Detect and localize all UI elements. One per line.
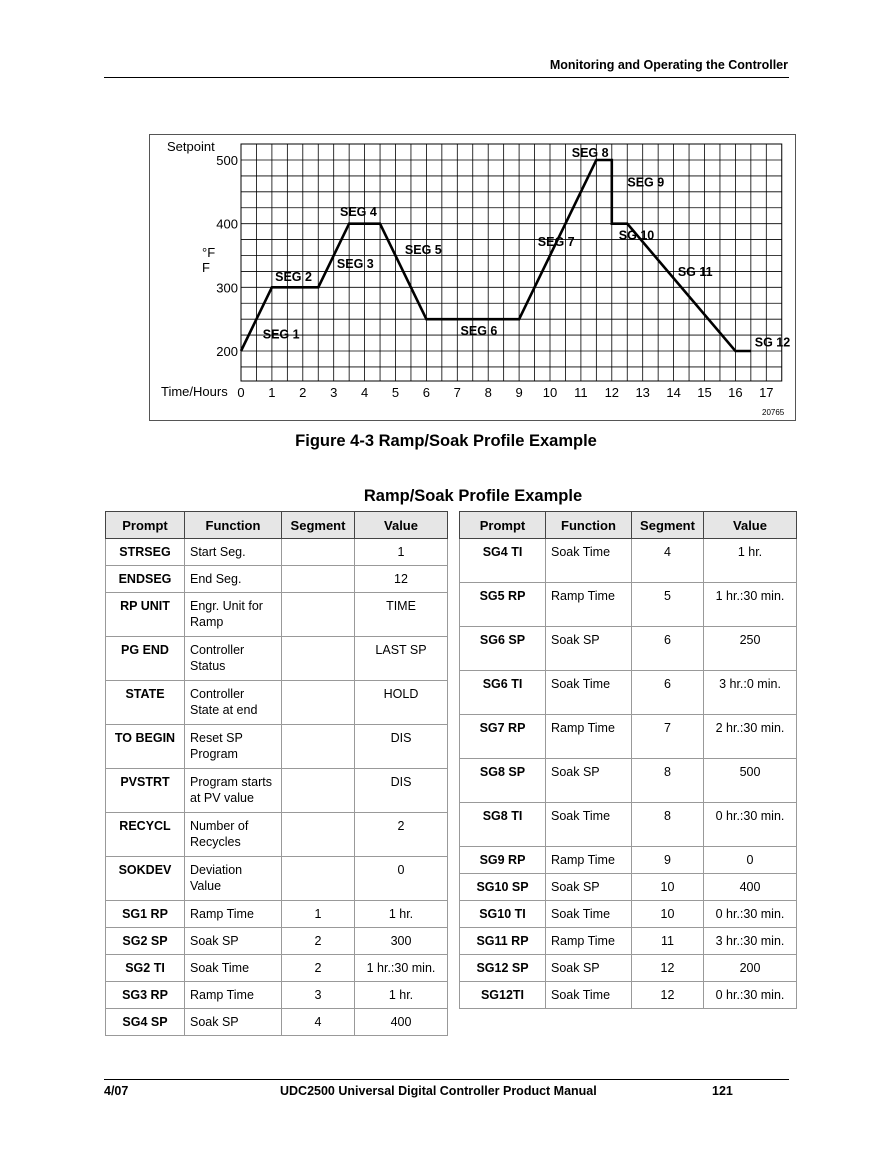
cell-value: DIS: [355, 725, 448, 769]
table-row: [106, 681, 448, 725]
cell-prompt: ENDSEG: [106, 566, 185, 593]
footer-date: 4/07: [104, 1084, 129, 1098]
cell-function: Soak Time: [546, 901, 632, 928]
cell-value: 2: [355, 813, 448, 857]
cell-function: Controller Status: [185, 637, 282, 681]
cell-prompt: SG1 RP: [106, 901, 185, 928]
table-row: [460, 928, 797, 955]
table-row: [460, 982, 797, 1009]
cell-prompt: SG2 SP: [106, 928, 185, 955]
cell-function: Deviation Value: [185, 857, 282, 901]
cell-function: Ramp Time: [546, 715, 632, 759]
x-tick-label: 2: [299, 385, 307, 400]
table-row: [460, 627, 797, 671]
cell-segment: 2: [282, 928, 355, 955]
footer-page-number: 121: [712, 1084, 733, 1098]
figure-caption: Figure 4-3 Ramp/Soak Profile Example: [295, 432, 597, 450]
segment-label: SEG 6: [460, 324, 498, 339]
cell-function: Soak SP: [185, 928, 282, 955]
x-tick-label: 11: [574, 385, 588, 400]
profile-table-left: [105, 511, 448, 1036]
table-row: [460, 874, 797, 901]
cell-function: Soak SP: [185, 1009, 282, 1036]
cell-segment: 4: [632, 539, 704, 583]
col-header-segment: Segment: [632, 512, 704, 539]
figure-frame: [149, 134, 796, 421]
y-axis-label: Setpoint: [167, 139, 215, 154]
cell-value: 1 hr.: [704, 539, 797, 583]
col-header-value: Value: [355, 512, 448, 539]
x-tick-label: 0: [237, 385, 245, 400]
table-row: [106, 539, 448, 566]
cell-segment: 7: [632, 715, 704, 759]
cell-segment: 9: [632, 847, 704, 874]
cell-value: 300: [355, 928, 448, 955]
segment-label: SEG 4: [340, 205, 377, 220]
cell-value: LAST SP: [355, 637, 448, 681]
cell-value: HOLD: [355, 681, 448, 725]
cell-prompt: SG9 RP: [460, 847, 546, 874]
table-header-row: [106, 512, 448, 539]
cell-function: Program starts at PV value: [185, 769, 282, 813]
cell-segment: 10: [632, 874, 704, 901]
cell-prompt: RECYCL: [106, 813, 185, 857]
cell-prompt: SG6 SP: [460, 627, 546, 671]
table-row: [460, 955, 797, 982]
cell-prompt: SOKDEV: [106, 857, 185, 901]
table-row: [460, 803, 797, 847]
cell-prompt: SG4 TI: [460, 539, 546, 583]
cell-segment: 3: [282, 982, 355, 1009]
cell-segment: 10: [632, 901, 704, 928]
x-tick-label: 8: [484, 385, 492, 400]
cell-segment: 6: [632, 627, 704, 671]
cell-value: 400: [704, 874, 797, 901]
cell-segment: [282, 857, 355, 901]
cell-segment: 8: [632, 759, 704, 803]
x-tick-label: 9: [515, 385, 523, 400]
cell-segment: [282, 539, 355, 566]
cell-segment: 5: [632, 583, 704, 627]
cell-function: Ramp Time: [546, 583, 632, 627]
cell-value: 1 hr.: [355, 982, 448, 1009]
x-axis-label: Time/Hours: [161, 384, 228, 399]
col-header-function: Function: [546, 512, 632, 539]
footer-rule: [104, 1079, 789, 1080]
table-row: [460, 847, 797, 874]
unit-label-degF: °F: [202, 245, 216, 260]
cell-value: DIS: [355, 769, 448, 813]
segment-label: SG 12: [754, 335, 791, 350]
y-tick-label: 200: [216, 344, 238, 359]
footer-manual-title: UDC2500 Universal Digital Controller Product Manual: [280, 1084, 597, 1098]
page-header-title: Monitoring and Operating the Controller: [549, 58, 788, 72]
table-row: [106, 1009, 448, 1036]
cell-value: 12: [355, 566, 448, 593]
segment-label: SG 11: [677, 264, 713, 279]
col-header-value: Value: [704, 512, 797, 539]
cell-prompt: SG10 TI: [460, 901, 546, 928]
cell-value: 1 hr.: [355, 901, 448, 928]
cell-value: TIME: [355, 593, 448, 637]
cell-value: 2 hr.:30 min.: [704, 715, 797, 759]
cell-prompt: PVSTRT: [106, 769, 185, 813]
cell-segment: 11: [632, 928, 704, 955]
cell-function: Reset SP Program: [185, 725, 282, 769]
cell-function: Ramp Time: [546, 847, 632, 874]
figure-id: 20765: [762, 408, 785, 417]
cell-value: 0 hr.:30 min.: [704, 803, 797, 847]
x-tick-label: 13: [635, 385, 650, 400]
cell-function: Ramp Time: [185, 982, 282, 1009]
cell-value: 1: [355, 539, 448, 566]
x-tick-label: 5: [391, 385, 400, 400]
cell-function: Soak Time: [546, 671, 632, 715]
cell-value: 500: [704, 759, 797, 803]
y-tick-label: 400: [216, 216, 238, 232]
grid-border: [241, 144, 782, 381]
segment-label: SEG 5: [404, 243, 442, 258]
cell-function: Soak Time: [546, 803, 632, 847]
cell-value: 0: [704, 847, 797, 874]
cell-prompt: SG6 TI: [460, 671, 546, 715]
segment-label: SG 10: [618, 228, 655, 243]
cell-function: Engr. Unit for Ramp: [185, 593, 282, 637]
x-tick-label: 16: [728, 385, 743, 400]
col-header-prompt: Prompt: [106, 512, 185, 539]
cell-value: 3 hr.:0 min.: [704, 671, 797, 715]
x-tick-label: 14: [666, 385, 681, 400]
cell-prompt: SG7 RP: [460, 715, 546, 759]
cell-value: 0: [355, 857, 448, 901]
ramp-soak-chart: [150, 135, 795, 420]
x-tick-label: 12: [604, 385, 620, 400]
cell-segment: 12: [632, 982, 704, 1009]
cell-function: Ramp Time: [546, 928, 632, 955]
cell-prompt: STRSEG: [106, 539, 185, 566]
segment-label: SEG 3: [336, 257, 374, 272]
cell-segment: [282, 637, 355, 681]
cell-function: Soak Time: [546, 982, 632, 1009]
cell-function: Soak SP: [546, 874, 632, 901]
cell-value: 1 hr.:30 min.: [704, 583, 797, 627]
cell-prompt: SG4 SP: [106, 1009, 185, 1036]
x-tick-label: 7: [453, 385, 461, 400]
segment-label: SEG 1: [262, 327, 300, 342]
table-row: [106, 928, 448, 955]
x-tick-label: 4: [360, 385, 369, 400]
chart-grid: [241, 144, 782, 381]
x-tick-label: 17: [759, 385, 774, 400]
cell-value: 1 hr.:30 min.: [355, 955, 448, 982]
cell-value: 400: [355, 1009, 448, 1036]
cell-function: Soak SP: [546, 759, 632, 803]
cell-value: 200: [704, 955, 797, 982]
table-row: [460, 671, 797, 715]
cell-prompt: SG3 RP: [106, 982, 185, 1009]
cell-segment: 2: [282, 955, 355, 982]
cell-value: 0 hr.:30 min.: [704, 901, 797, 928]
table-row: [460, 759, 797, 803]
cell-prompt: SG8 SP: [460, 759, 546, 803]
segment-label: SEG 9: [627, 175, 665, 190]
cell-prompt: RP UNIT: [106, 593, 185, 637]
col-header-function: Function: [185, 512, 282, 539]
y-tick-label: 300: [216, 280, 238, 296]
x-tick-label: 10: [542, 385, 558, 400]
cell-function: Soak SP: [546, 627, 632, 671]
cell-segment: 8: [632, 803, 704, 847]
cell-segment: 4: [282, 1009, 355, 1036]
table-row: [106, 769, 448, 813]
cell-segment: 12: [632, 955, 704, 982]
header-rule: [104, 77, 789, 78]
segment-label: SEG 7: [537, 234, 575, 249]
cell-prompt: SG8 TI: [460, 803, 546, 847]
profile-table-right: [459, 511, 797, 1009]
col-header-segment: Segment: [282, 512, 355, 539]
cell-function: End Seg.: [185, 566, 282, 593]
cell-function: Soak Time: [185, 955, 282, 982]
cell-function: Number of Recycles: [185, 813, 282, 857]
cell-prompt: SG10 SP: [460, 874, 546, 901]
table-row: [106, 901, 448, 928]
cell-prompt: SG12 SP: [460, 955, 546, 982]
table-row: [106, 955, 448, 982]
table-row: [106, 982, 448, 1009]
cell-prompt: SG2 TI: [106, 955, 185, 982]
table-row: [460, 715, 797, 759]
cell-prompt: SG12TI: [460, 982, 546, 1009]
cell-value: 250: [704, 627, 797, 671]
cell-prompt: PG END: [106, 637, 185, 681]
col-header-prompt: Prompt: [460, 512, 546, 539]
table-row: [106, 593, 448, 637]
cell-function: Soak Time: [546, 539, 632, 583]
segment-label: SEG 2: [275, 269, 312, 284]
cell-segment: [282, 593, 355, 637]
cell-segment: [282, 725, 355, 769]
cell-segment: [282, 813, 355, 857]
x-tick-label: 3: [330, 385, 338, 400]
table-row: [106, 637, 448, 681]
table-title: Ramp/Soak Profile Example: [363, 487, 583, 505]
cell-segment: 1: [282, 901, 355, 928]
cell-function: Controller State at end: [185, 681, 282, 725]
x-tick-label: 6: [422, 385, 431, 400]
cell-function: Soak SP: [546, 955, 632, 982]
segment-label: SEG 8: [571, 145, 609, 160]
cell-prompt: SG11 RP: [460, 928, 546, 955]
table-row: [106, 725, 448, 769]
cell-segment: 6: [632, 671, 704, 715]
cell-segment: [282, 681, 355, 725]
table-row: [106, 813, 448, 857]
table-row: [460, 539, 797, 583]
x-tick-label: 15: [697, 385, 712, 400]
cell-prompt: TO BEGIN: [106, 725, 185, 769]
cell-prompt: SG5 RP: [460, 583, 546, 627]
cell-prompt: STATE: [106, 681, 185, 725]
cell-value: 3 hr.:30 min.: [704, 928, 797, 955]
table-header-row: [460, 512, 797, 539]
unit-label-F: F: [202, 260, 210, 275]
table-row: [460, 583, 797, 627]
cell-value: 0 hr.:30 min.: [704, 982, 797, 1009]
cell-segment: [282, 566, 355, 593]
cell-segment: [282, 769, 355, 813]
x-tick-label: 1: [268, 385, 276, 400]
y-tick-label: 500: [216, 153, 238, 168]
cell-function: Start Seg.: [185, 539, 282, 566]
table-row: [106, 566, 448, 593]
table-row: [106, 857, 448, 901]
cell-function: Ramp Time: [185, 901, 282, 928]
table-row: [460, 901, 797, 928]
